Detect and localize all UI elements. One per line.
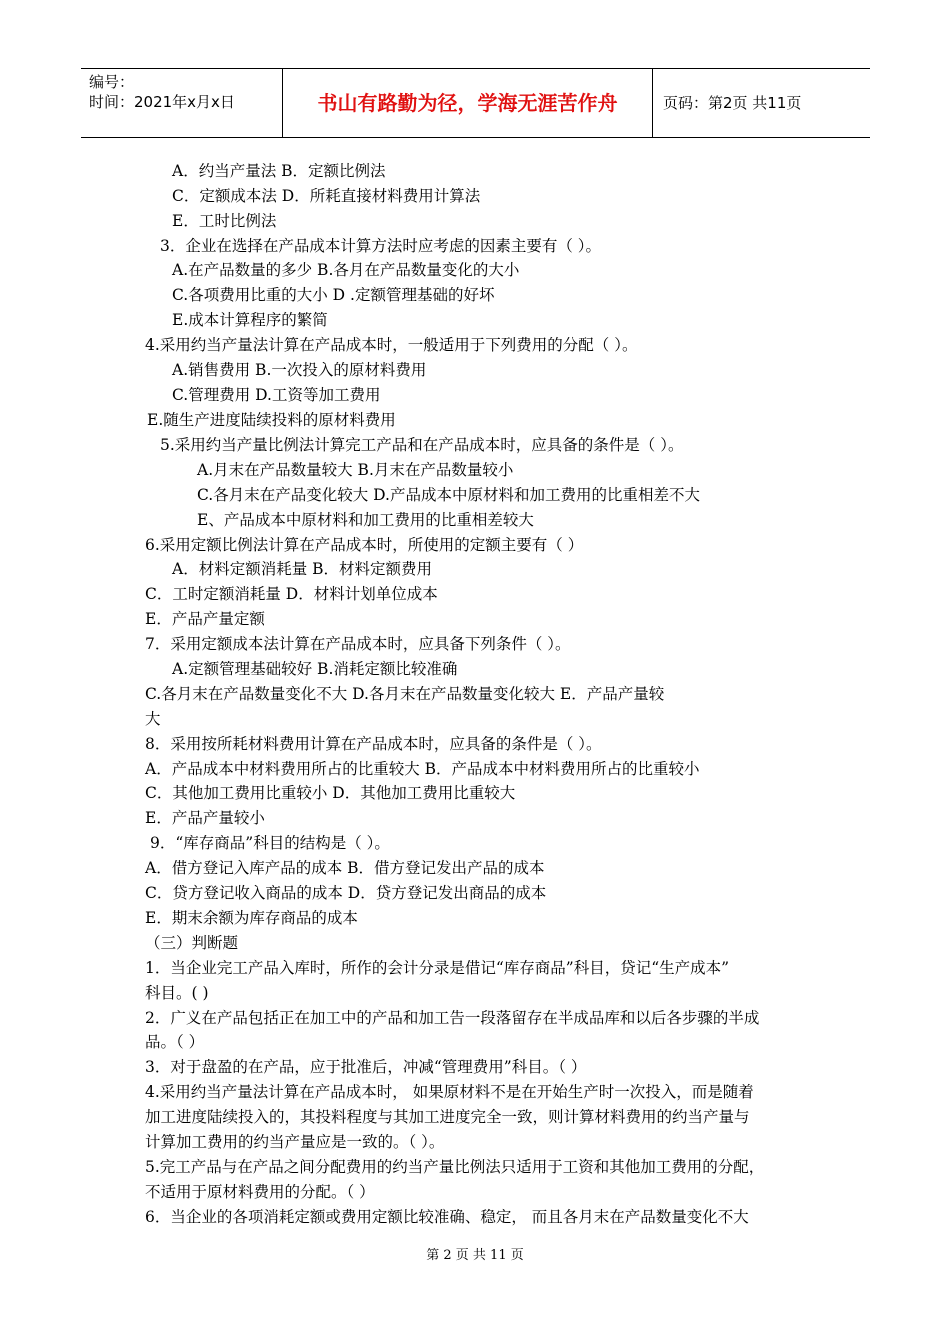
question-option-line: A．借方登记入库产品的成本 B．借方登记发出产品的成本 [145, 859, 545, 877]
question-option-line: A.销售费用 B.一次投入的原材料费用 [172, 361, 427, 379]
judgment-line: 不适用于原材料费用的分配。（ ） [145, 1183, 375, 1201]
judgment-line: 计算加工费用的约当产量应是一致的。（ ）。 [145, 1133, 445, 1151]
question-option-line: A.月末在产品数量较大 B.月末在产品数量较小 [197, 461, 514, 479]
question-option-line: 大 [145, 710, 161, 728]
question-stem-line: 6.采用定额比例法计算在产品成本时，所使用的定额主要有（ ） [145, 536, 584, 554]
section-heading: （三）判断题 [145, 934, 239, 952]
question-option-line: A.定额管理基础较好 B.消耗定额比较准确 [172, 660, 458, 678]
judgment-line: 品。（ ） [145, 1033, 205, 1051]
question-option-line: C．定额成本法 D．所耗直接材料费用计算法 [172, 187, 481, 205]
question-option-line: E．产品产量定额 [145, 610, 265, 628]
header-page-cell [653, 69, 870, 137]
question-option-line: E．产品产量较小 [145, 809, 265, 827]
question-stem-line: 5.采用约当产量比例法计算完工产品和在产品成本时，应具备的条件是（ ）。 [160, 436, 684, 454]
question-option-line: A．材料定额消耗量 B．材料定额费用 [172, 560, 433, 578]
judgment-line: 3．对于盘盈的在产品，应于批准后，冲减“管理费用”科目。（ ） [145, 1058, 587, 1076]
question-option-line: C.各项费用比重的大小 D .定额管理基础的好坏 [172, 286, 495, 304]
question-option-line: C．贷方登记收入商品的成本 D．贷方登记发出商品的成本 [145, 884, 547, 902]
question-stem-line: 9．“库存商品”科目的结构是（ ）。 [150, 834, 390, 852]
question-option-line: A.在产品数量的多少 B.各月在产品数量变化的大小 [172, 261, 520, 279]
question-option-line: C．工时定额消耗量 D．材料计划单位成本 [145, 585, 438, 603]
judgment-line: 科目。( ) [145, 984, 209, 1002]
page-footer: 第 2 页 共 11 页 [426, 1248, 524, 1263]
header-motto-cell [283, 69, 653, 137]
question-stem-line: 3．企业在选择在产品成本计算方法时应考虑的因素主要有（ ）。 [160, 237, 602, 255]
question-option-line: C.管理费用 D.工资等加工费用 [172, 386, 381, 404]
question-option-line: E．工时比例法 [172, 212, 277, 230]
judgment-line: 5.完工产品与在产品之间分配费用的约当产量比例法只适用于工资和其他加工费用的分配， [145, 1158, 765, 1176]
document-time-label: 时间：2021年x月x日 [89, 93, 235, 111]
judgment-line: 4.采用约当产量法计算在产品成本时， 如果原材料不是在开始生产时一次投入，而是随着 [145, 1083, 754, 1101]
document-number-label: 编号： [89, 73, 135, 91]
header-info-cell [81, 69, 283, 137]
judgment-line: 2．广义在产品包括正在加工中的产品和加工告一段落留存在半成品库和以后各步骤的半成 [145, 1009, 760, 1027]
question-stem-line: 8．采用按所耗材料费用计算在产品成本时，应具备的条件是（ ）。 [145, 735, 602, 753]
question-option-line: E.成本计算程序的繁简 [172, 311, 328, 329]
header-motto: 书山有路勤为径，学海无涯苦作舟 [317, 91, 618, 115]
judgment-line: 加工进度陆续投入的，其投料程度与其加工进度完全一致，则计算材料费用的约当产量与 [145, 1108, 750, 1126]
question-stem-line: 7．采用定额成本法计算在产品成本时，应具备下列条件（ ）。 [145, 635, 571, 653]
judgment-line: 1．当企业完工产品入库时，所作的会计分录是借记“库存商品”科目，贷记“生产成本” [145, 959, 730, 977]
page-header [81, 68, 870, 138]
question-option-line: A．产品成本中材料费用所占的比重较大 B．产品成本中材料费用所占的比重较小 [145, 760, 700, 778]
question-option-line: E、产品成本中原材料和加工费用的比重相差较大 [197, 511, 534, 529]
question-stem-line: 4.采用约当产量法计算在产品成本时，一般适用于下列费用的分配（ ）。 [145, 336, 638, 354]
question-option-line: E.随生产进度陆续投料的原材料费用 [147, 411, 396, 429]
header-page-info: 页码：第2页 共11页 [663, 94, 802, 112]
question-option-line: A．约当产量法 B．定额比例法 [172, 162, 386, 180]
question-option-line: C.各月末在产品变化较大 D.产品成本中原材料和加工费用的比重相差不大 [197, 486, 700, 504]
question-option-line: E．期末余额为库存商品的成本 [145, 909, 358, 927]
question-option-line: C．其他加工费用比重较小 D．其他加工费用比重较大 [145, 784, 516, 802]
question-option-line: C.各月末在产品数量变化不大 D.各月末在产品数量变化较大 E．产品产量较 [145, 685, 665, 703]
judgment-line: 6．当企业的各项消耗定额或费用定额比较准确、稳定， 而且各月末在产品数量变化不大 [145, 1208, 749, 1226]
